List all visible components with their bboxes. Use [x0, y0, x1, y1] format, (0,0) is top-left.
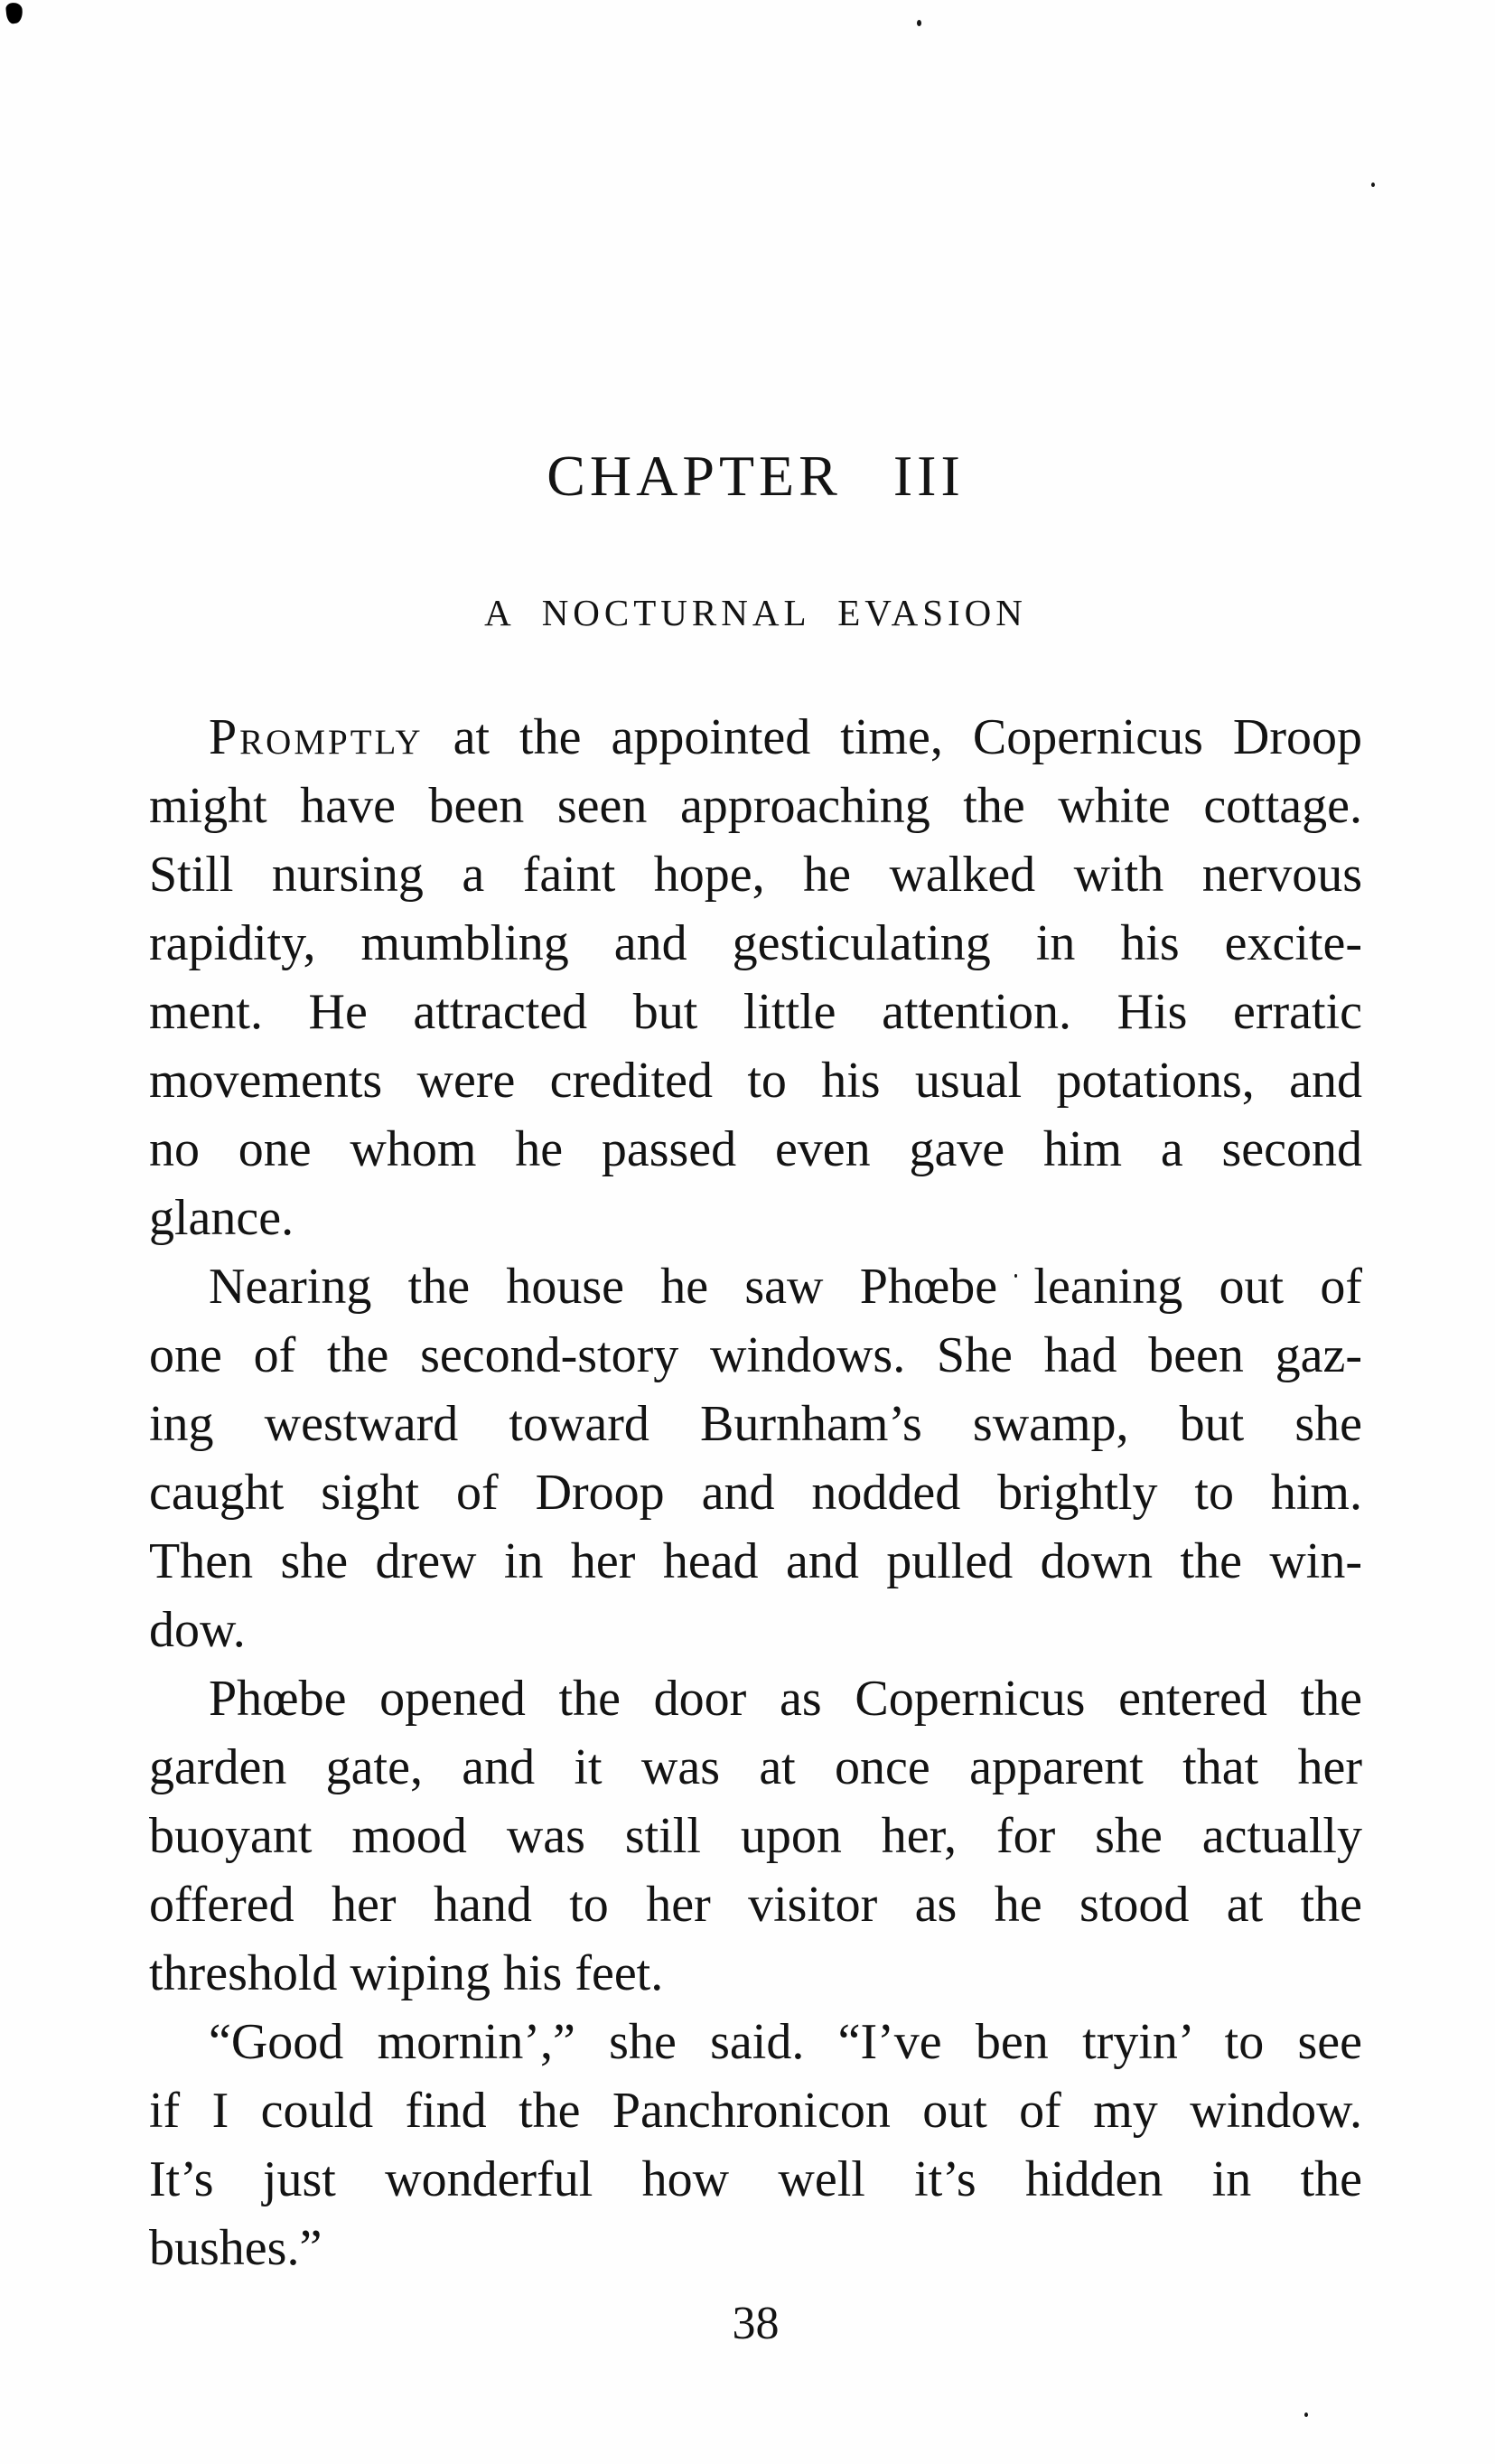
ink-speck — [917, 20, 921, 26]
text-line: rapidity, mumbling and gesticulating in his excite- — [149, 915, 1362, 971]
text-line: Nearing the house he saw Phœbe leaning out of — [209, 1259, 1362, 1315]
text-line: buoyant mood was still upon her, for she actually — [149, 1808, 1362, 1864]
text-line: ing westward toward Burnham’s swamp, but she — [149, 1396, 1362, 1452]
chapter-subtitle: A NOCTURNAL EVASION — [484, 592, 1027, 633]
chapter-title: CHAPTER III — [547, 444, 965, 508]
page-number: 38 — [732, 2298, 780, 2349]
text-line: threshold wiping his feet. — [149, 1945, 664, 2001]
text-line: Promptly at the appointed time, Copernicus Droop — [209, 709, 1362, 765]
text-line: Still nursing a faint hope, he walked with nervous — [149, 847, 1362, 903]
text-line: garden gate, and it was at once apparent that her — [149, 1739, 1362, 1795]
ink-speck — [1371, 183, 1375, 187]
text-line: caught sight of Droop and nodded brightly to him. — [149, 1465, 1362, 1521]
text-line: offered her hand to her visitor as he stood at the — [149, 1877, 1362, 1933]
text-line: ment. He attracted but little attention. His erratic — [149, 984, 1362, 1040]
body-text — [149, 703, 1362, 2282]
text-line: It’s just wonderful how well it’s hidden in the — [149, 2151, 1362, 2207]
text-line: bushes.” — [149, 2220, 322, 2276]
text-line: no one whom he passed even gave him a second — [149, 1121, 1362, 1177]
text-line: Phœbe opened the door as Copernicus entered the — [209, 1671, 1362, 1727]
text-line: might have been seen approaching the white cottage. — [149, 778, 1362, 834]
text-line: movements were credited to his usual potations, and — [149, 1053, 1362, 1109]
ink-speck — [1304, 2412, 1308, 2417]
text-line: dow. — [149, 1602, 246, 1658]
ink-blot-mark — [5, 2, 23, 24]
small-caps-word: Promptly — [209, 709, 424, 765]
text-line: one of the second-story windows. She had been gaz- — [149, 1327, 1362, 1383]
text-line: if I could find the Panchronicon out of my window. — [149, 2083, 1362, 2139]
text-line: glance. — [149, 1190, 294, 1246]
text-line: “Good mornin’,” she said. “I’ve ben tryin’ to see — [209, 2014, 1362, 2070]
text-line: Then she drew in her head and pulled down the win- — [149, 1533, 1362, 1589]
